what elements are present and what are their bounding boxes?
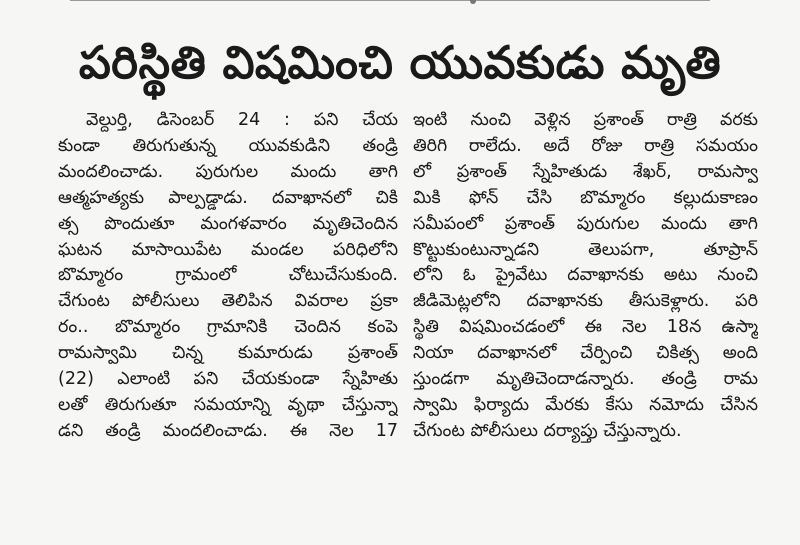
article-line: లతో తిరుగుతూ సమయాన్ని వృథా చేస్తున్నా [58,394,398,415]
article-line: బొమ్మారం గ్రామంలో చోటుచేసుకుంది. [58,265,398,286]
article-line: రం.. బొమ్మారం గ్రామానికి చెందిన కంపె [58,317,398,338]
article-line: సమీపంలో ప్రశాంత్ పురుగుల మందు తాగి [413,213,758,234]
top-border-rule [70,0,710,4]
article-line: జీడిమెట్లలోని దవాఖానకు తీసుకెళ్లారు. పరి [413,291,758,312]
article-line: చేగుంట పోలీసులు తెలిపిన వివరాల ప్రకా [58,291,398,312]
article-line: ఆత్మహత్యకు పాల్పడ్డాడు. దవాఖానలో చికి [58,187,398,208]
article-line: మందలించాడు. పురుగుల మందు తాగి [58,161,398,182]
article-line: లో ప్రశాంత్ స్నేహితుడు శేఖర్, రామస్వా [413,161,758,182]
article-line: తిరిగి రాలేదు. అదే రోజు రాత్రి సమయం [413,135,758,156]
article-line: కుండా తిరుగుతున్న యువకుడిని తండ్రి [58,135,398,156]
article-line: (22) ఎలాంటి పని చేయకుండా స్నేహితు [58,369,398,390]
article-line: వెల్దుర్తి, డిసెంబర్ 24 : పని చేయ [86,110,398,130]
article-line: ఇంటి నుంచి వెళ్లిన ప్రశాంత్ రాత్రి వరకు [413,110,758,130]
article-line: మికి ఫోన్ చేసి బొమ్మారం కల్లుదుకాణం [413,187,758,208]
article-line: కొట్టుకుంటున్నాడని తెలుపగా, తూప్రాన్ [413,239,758,260]
article-line: లోని ఓ ప్రైవేటు దవాఖానకు అటు నుంచి [413,265,758,286]
article-line: చేగుంట పోలీసులు దర్యాప్తు చేస్తున్నారు. [413,420,682,441]
article-column-left [58,108,398,445]
article-line: నియా దవాఖానలో చేర్పించి చికిత్స అంది [413,343,758,364]
article-line: స్తుండగా మృతిచెందాడన్నారు. తండ్రి రామ [413,369,758,390]
headline: పరిస్థితి విషమించి యువకుడు మృతి [78,36,722,89]
article-line: రామస్వామి చిన్న కుమారుడు ప్రశాంత్ [58,343,398,364]
article-line: త్స పొందుతూ మంగళవారం మృతిచెందిన [58,213,398,234]
article-column-right [413,108,758,445]
article-line: స్వామి ఫిర్యాదు మేరకు కేసు నమోదు చేసిన [413,394,758,415]
article-line: స్థితి విషమించడంలో ఈ నెల 18న ఉస్మా [413,317,758,338]
article-line: ఘటన మాసాయిపేట మండల పరిధిలోని [58,239,398,260]
article-line: డని తండ్రి మందలించాడు. ఈ నెల 17 [58,420,398,441]
